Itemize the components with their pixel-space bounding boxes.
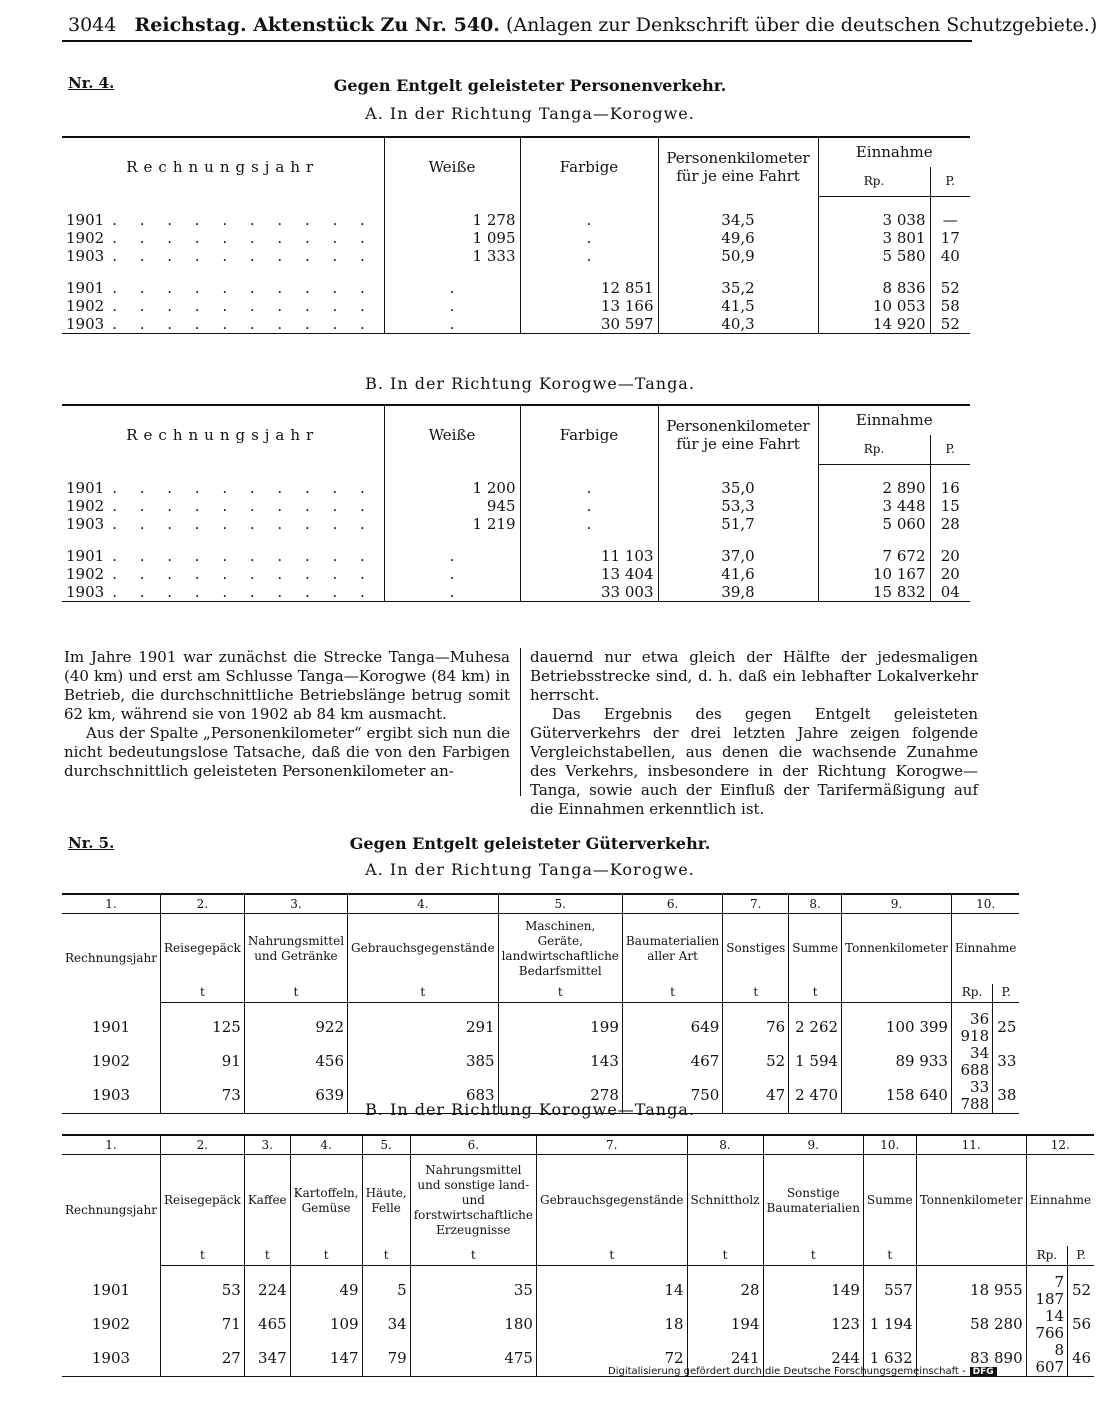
table-row: 1902 . . . . . . . . . . 945 . 53,3 3 448 15 (62, 497, 970, 515)
col-food-header: Nahrungsmittel und Getränke (244, 914, 347, 984)
table-row: 1901 . . . . . . . . . . . 11 103 37,0 7 672 20 (62, 547, 970, 565)
table-row: 1901 . . . . . . . . . . 1 278 . 34,5 3 038 — (62, 211, 970, 229)
col-potatoes-header: Kartoffeln, Gemüse (290, 1155, 362, 1247)
col-revenue-header: Einnahme (951, 914, 1019, 984)
col-year-header: Rechnungsjahr (62, 405, 384, 464)
section4-number: Nr. 4. (68, 74, 115, 92)
table-row: 1902 . . . . . . . . . . . 13 166 41,5 10 053 58 (62, 297, 970, 315)
passenger-table-a (62, 136, 970, 334)
section4-tableB-caption: B. In der Richtung Korogwe—Tanga. (365, 374, 695, 393)
col-timber-header: Schnittholz (687, 1155, 763, 1247)
column-divider (520, 648, 521, 796)
table-row: 1902 . . . . . . . . . . . 13 404 41,6 10 167 20 (62, 565, 970, 583)
col-tonkm-header: Tonnenkilometer (842, 914, 952, 984)
table-row: 1901 53 224 49 5 35 14 28 149 557 18 955 7 187 52 (62, 1265, 1094, 1308)
passenger-table-b (62, 404, 970, 602)
table-row: 1902 71 465 109 34 180 18 194 123 1 194 58 280 14 766 56 (62, 1308, 1094, 1342)
dfg-logo: DFG (970, 1367, 997, 1377)
col-food-header: Nahrungsmittel und sonstige land- und forstwirtschaftliche Erzeugnisse (410, 1155, 536, 1247)
col-revenue-header: Einnahme (818, 405, 970, 435)
paragraph: Das Ergebnis des gegen Entgelt geleisteten Güterverkehrs der drei letzten Jahre zeigen folgende Vergleichstabellen, aus denen die wachsende Zunahme des Verkehrs, insbesondere in der Richtung Korogwe—Tanga, sowie auch der Einfluß der Tarifermäßigung auf die Einnahmen erkenntlich ist. (530, 705, 978, 818)
col-revenue-header: Einnahme (1026, 1155, 1094, 1247)
col-hides-header: Häute, Felle (362, 1155, 410, 1247)
col-luggage-header: Reisegepäck (160, 1155, 244, 1247)
table-row: 1903 . . . . . . . . . . . 30 597 40,3 14 920 52 (62, 315, 970, 334)
col-year-header: Rechnungsjahr (65, 1202, 157, 1217)
section4-tableA-caption: A. In der Richtung Tanga—Korogwe. (365, 104, 695, 123)
footer-text: Digitalisierung gefördert durch die Deutsche Forschungsgemeinschaft - (608, 1366, 966, 1377)
table-row: 1902 . . . . . . . . . . 1 095 . 49,6 3 801 17 (62, 229, 970, 247)
table-row: 1901 125 922 291 199 649 76 2 262 100 399 36 918 25 (62, 1002, 1019, 1045)
col-building-header: Baumaterialien aller Art (622, 914, 722, 984)
col-white-header: Weiße (384, 137, 520, 196)
goods-table-b: 1. 2. 3. 4. 5. 6. 7. 8. 9. 10. 11. 12. Rechnungsjahr Reisegepäck Kaffee Kartoffeln, Gemüse Häute, Felle Nahrungsmittel und sonstige land- und forstwirtschaftliche Erzeugnisse Gebrauchsgegenstände Schnittholz Sonstige Baumaterialien Summe Tonnenkilometer Einnahme t t t t t t t t t Rp. P. 1901 53 224 49 5 35 14 28 149 557 18 955 7 187 52 1902 71 465 109 34 180 18 194 123 1 194 58 280 14 766 56 1903 27 347 147 79 475 72 241 244 1 632 83 890 8 607 46 (62, 1134, 1094, 1377)
col-other-header: Sonstiges (723, 914, 789, 984)
section5-number: Nr. 5. (68, 834, 115, 852)
page-header (68, 14, 1097, 36)
page-number: 3044 (68, 14, 117, 36)
table-row: 1902 91 456 385 143 467 52 1 594 89 933 34 688 33 (62, 1045, 1019, 1079)
col-year-header: Rechnungsjahr (62, 137, 384, 196)
col-p-header: P. (930, 167, 970, 196)
section5-tableB-caption: B. In der Richtung Korogwe—Tanga. (365, 1100, 695, 1119)
col-pkm-header: Personenkilometer für je eine Fahrt (658, 405, 818, 464)
col-revenue-header: Einnahme (818, 137, 970, 167)
body-text-right (530, 648, 978, 819)
col-machines-header: Maschinen, Geräte, landwirtschaftliche Bedarfsmittel (498, 914, 622, 984)
digitization-footer (608, 1366, 997, 1377)
section4-title: Gegen Entgelt geleisteter Personenverkehr. (333, 76, 727, 95)
col-sum-header: Summe (863, 1155, 916, 1247)
col-coffee-header: Kaffee (244, 1155, 290, 1247)
table-row: 1903 73 639 683 278 750 47 2 470 158 640 33 788 38 (62, 1079, 1019, 1114)
paragraph: Aus der Spalte „Personenkilometer“ ergibt sich nun die nicht bedeutungslose Tatsache, daß die von den Farbigen durchschnittlich geleisteten Personenkilometer an- (64, 724, 510, 780)
col-tonkm-header: Tonnenkilometer (916, 1155, 1026, 1247)
header-title: Reichstag. Aktenstück Zu Nr. 540. (134, 14, 500, 36)
section5-tableA-caption: A. In der Richtung Tanga—Korogwe. (365, 860, 695, 879)
col-rp-header: Rp. (818, 167, 930, 196)
col-p-header: P. (930, 435, 970, 464)
section5-title: Gegen Entgelt geleisteter Güterverkehr. (349, 834, 711, 853)
col-building-header: Sonstige Baumaterialien (763, 1155, 863, 1247)
col-goods-header: Gebrauchsgegenstände (348, 914, 499, 984)
table-row: 1903 27 347 147 79 475 72 241 244 1 632 83 890 8 607 46 (62, 1342, 1094, 1377)
header-subtitle: (Anlagen zur Denkschrift über die deutschen Schutzgebiete.) (505, 14, 1097, 36)
body-text-left (64, 648, 510, 781)
table-row: 1901 . . . . . . . . . . . 12 851 35,2 8 836 52 (62, 279, 970, 297)
paragraph: dauernd nur etwa gleich der Hälfte der jedesmaligen Betriebsstrecke sind, d. h. daß ein lebhafter Lokalverkehr herrscht. (530, 648, 978, 704)
col-colored-header: Farbige (520, 405, 658, 464)
col-pkm-header: Personenkilometer für je eine Fahrt (658, 137, 818, 196)
paragraph: Im Jahre 1901 war zunächst die Strecke Tanga—Muhesa (40 km) und erst am Schlusse Tanga—Korogwe (84 km) in Betrieb, die durchschnittliche Betriebslänge betrug somit 62 km, während sie von 1902 ab 84 km ausmacht. (64, 648, 510, 723)
col-year-header: Rechnungsjahr (65, 950, 157, 965)
col-rp-header: Rp. (818, 435, 930, 464)
table-row: 1901 . . . . . . . . . . 1 200 . 35,0 2 890 16 (62, 479, 970, 497)
col-sum-header: Summe (789, 914, 842, 984)
goods-table-a: 1. 2. 3. 4. 5. 6. 7. 8. 9. 10. Rechnungsjahr Reisegepäck Nahrungsmittel und Getränke Gebrauchsgegenstände Maschinen, Geräte, landwirtschaftliche Bedarfsmittel Baumaterialien aller Art Sonstiges Summe Tonnenkilometer Einnahme t t t t t t t Rp. P. 1901 125 922 291 199 649 76 2 262 100 399 36 918 25 1902 91 456 385 143 467 52 1 594 89 933 34 688 33 1903 73 639 683 278 750 47 2 470 158 640 33 788 38 (62, 893, 1019, 1114)
table-row: 1903 . . . . . . . . . . . 33 003 39,8 15 832 04 (62, 583, 970, 602)
table-row: 1903 . . . . . . . . . . 1 219 . 51,7 5 060 28 (62, 515, 970, 533)
col-white-header: Weiße (384, 405, 520, 464)
table-row: 1903 . . . . . . . . . . 1 333 . 50,9 5 580 40 (62, 247, 970, 265)
col-goods-header: Gebrauchsgegenstände (536, 1155, 687, 1247)
col-luggage-header: Reisegepäck (160, 914, 244, 984)
col-colored-header: Farbige (520, 137, 658, 196)
header-rule (62, 40, 972, 42)
